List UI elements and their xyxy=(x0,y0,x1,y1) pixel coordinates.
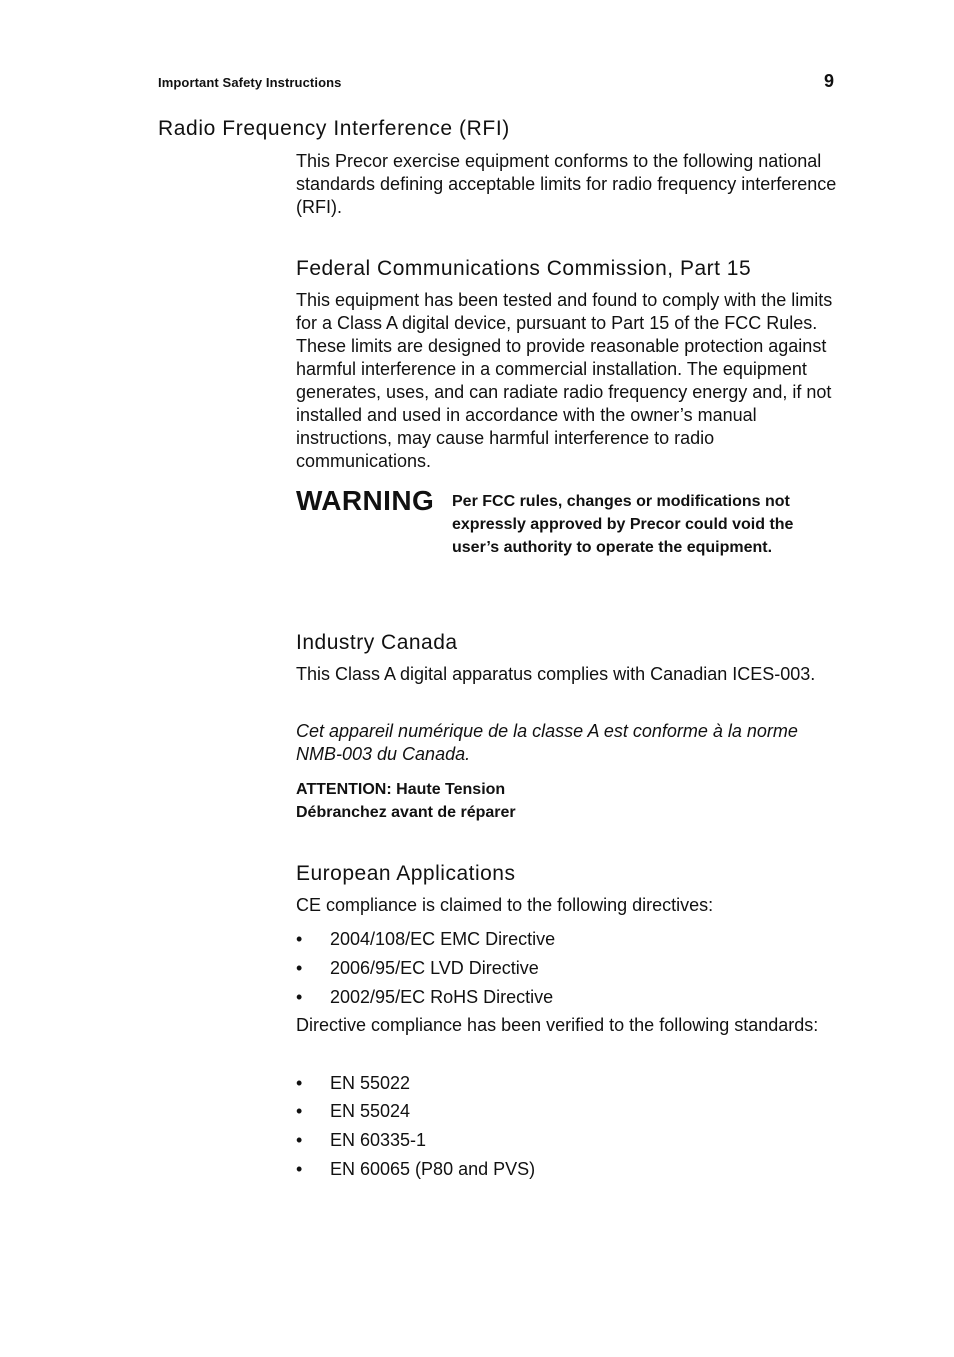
warning-text: Per FCC rules, changes or modifications not expressly approved by Precor could void the user’s authority to operate the equipment. xyxy=(452,493,794,556)
list-item-standard xyxy=(296,1129,841,1152)
fcc-body-paragraph: This equipment has been tested and found to comply with the limits for a Class A digital device, pursuant to Part 15 of the FCC Rules. These limits are designed to provide reasonable protection against harmful interference in a commercial installation. The equipment generates, uses, and can radiate radio frequency energy and, if not installed and used in accordance with the owner’s manual instructions, may cause harmful interference to radio communications. xyxy=(296,290,833,471)
directive-text: 2006/95/EC LVD Directive xyxy=(330,958,539,978)
directive-text: 2002/95/EC RoHS Directive xyxy=(330,987,554,1007)
list-item-directive xyxy=(296,928,841,951)
bullet-icon: • xyxy=(296,1159,303,1179)
directive-text: 2004/108/EC EMC Directive xyxy=(330,929,556,949)
standard-text: EN 55024 xyxy=(330,1101,411,1121)
running-header-title: Important Safety Instructions xyxy=(158,75,342,90)
bullet-icon: • xyxy=(296,1130,303,1150)
bullet-icon: • xyxy=(296,1073,303,1093)
attention-line-2: Débranchez avant de réparer xyxy=(296,804,516,821)
canada-french-paragraph: Cet appareil numérique de la classe A est conforme à la norme NMB-003 du Canada. xyxy=(296,721,798,764)
standard-text: EN 60335-1 xyxy=(330,1130,427,1150)
canada-english-paragraph: This Class A digital apparatus complies with Canadian ICES-003. xyxy=(296,664,816,684)
subsection-heading-industry-canada: Industry Canada xyxy=(296,631,458,654)
standard-text: EN 55022 xyxy=(330,1073,411,1093)
list-item-standard xyxy=(296,1100,841,1123)
list-item-standard xyxy=(296,1158,841,1181)
standards-intro: Directive compliance has been verified to the following standards: xyxy=(296,1015,819,1035)
bullet-icon: • xyxy=(296,958,303,978)
subsection-heading-fcc: Federal Communications Commission, Part 15 xyxy=(296,257,752,280)
rfi-intro-paragraph: This Precor exercise equipment conforms to the following national standards defining acceptable limits for radio frequency interference (RFI). xyxy=(296,151,837,217)
standard-text: EN 60065 (P80 and PVS) xyxy=(330,1159,536,1179)
directives-intro: CE compliance is claimed to the following directives: xyxy=(296,895,714,915)
list-item-directive xyxy=(296,986,841,1009)
bullet-icon: • xyxy=(296,1101,303,1121)
bullet-icon: • xyxy=(296,987,303,1007)
bullet-icon: • xyxy=(296,929,303,949)
list-item-standard xyxy=(296,1072,841,1095)
section-heading-rfi: Radio Frequency Interference (RFI) xyxy=(158,117,510,140)
page-number: 9 xyxy=(824,71,835,91)
attention-line-1: ATTENTION: Haute Tension xyxy=(296,781,506,798)
subsection-heading-european: European Applications xyxy=(296,862,516,885)
list-item-directive xyxy=(296,957,841,980)
warning-label: WARNING xyxy=(296,485,435,516)
